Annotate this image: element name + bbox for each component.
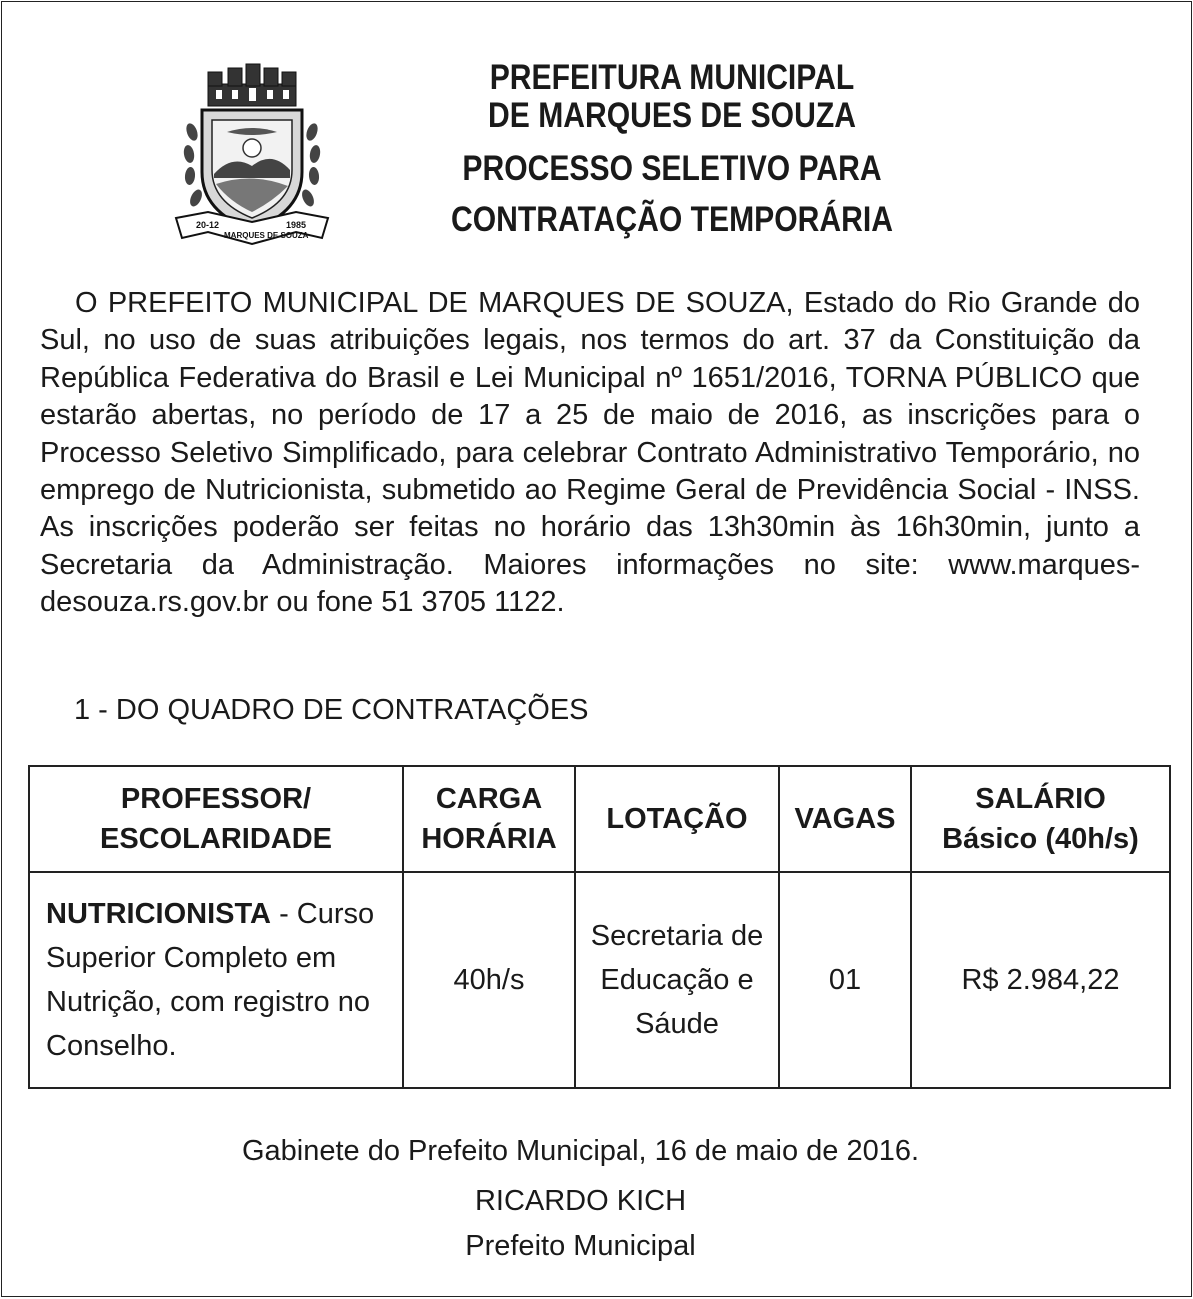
role-requirements: - Curso Superior Completo em Nutrição, com registro no Conselho. bbox=[46, 898, 375, 1062]
table-row bbox=[29, 872, 1170, 1088]
role-name: NUTRICIONISTA bbox=[46, 898, 272, 930]
header-location: LOTAÇÃO bbox=[575, 766, 779, 872]
notice-paragraph: O PREFEITO MUNICIPAL DE MARQUES DE SOUZA, Estado do Rio Grande do Sul, no uso de suas atribuições legais, nos termos do art. 37 da Constituição da República Federativa do Brasil e Lei Municipal nº 1651/2016, TORNA PÚBLICO que estarão abertas, no período de 17 a 25 de maio de 2016, as inscrições para o Processo Seletivo Simplificado, para celebrar Contrato Administrativo Temporário, no emprego de Nutricionista, submetido ao Regime Geral de Previdência Social - INSS. As inscrições poderão ser feitas no horário das 13h30min às 16h30min, junto a Secretaria da Administração. Maiores informações no site: www.marques-desouza.rs.gov.br ou fone 51 3705 1122. bbox=[40, 287, 1140, 619]
notice-header bbox=[162, 57, 1162, 257]
cell-location: Secretaria de Educação e Sáude bbox=[575, 872, 779, 1088]
title-line-4: CONTRATAÇÃO TEMPORÁRIA bbox=[450, 200, 893, 239]
title-line-2: DE MARQUES DE SOUZA bbox=[488, 96, 856, 135]
municipal-coat-of-arms-icon bbox=[172, 62, 332, 252]
title-line-1: PREFEITURA MUNICIPAL bbox=[489, 58, 855, 97]
cell-vacancies: 01 bbox=[779, 872, 911, 1088]
cell-hours: 40h/s bbox=[403, 872, 575, 1088]
signer-name: RICARDO KICH bbox=[474, 1185, 687, 1217]
notice-title-block bbox=[352, 59, 992, 239]
header-role: PROFESSOR/ ESCOLARIDADE bbox=[29, 766, 403, 872]
cell-role bbox=[29, 872, 403, 1088]
signer-title: Prefeito Municipal bbox=[465, 1230, 696, 1262]
section-title: 1 - DO QUADRO DE CONTRATAÇÕES bbox=[74, 694, 589, 726]
place-date: Gabinete do Prefeito Municipal, 16 de maio de 2016. bbox=[241, 1135, 920, 1167]
hiring-table bbox=[28, 765, 1171, 1089]
table-header-row bbox=[29, 766, 1170, 872]
notice-page bbox=[1, 1, 1192, 1297]
title-line-3: PROCESSO SELETIVO PARA bbox=[462, 149, 882, 188]
svg-text:20-12: 20-12 bbox=[196, 220, 220, 230]
svg-text:MARQUES DE SOUZA: MARQUES DE SOUZA bbox=[224, 231, 309, 240]
header-hours: CARGA HORÁRIA bbox=[403, 766, 575, 872]
notice-body bbox=[40, 285, 1140, 622]
cell-salary: R$ 2.984,22 bbox=[911, 872, 1170, 1088]
svg-text:1985: 1985 bbox=[286, 220, 307, 230]
header-salary: SALÁRIO Básico (40h/s) bbox=[911, 766, 1170, 872]
header-vacancies: VAGAS bbox=[779, 766, 911, 872]
